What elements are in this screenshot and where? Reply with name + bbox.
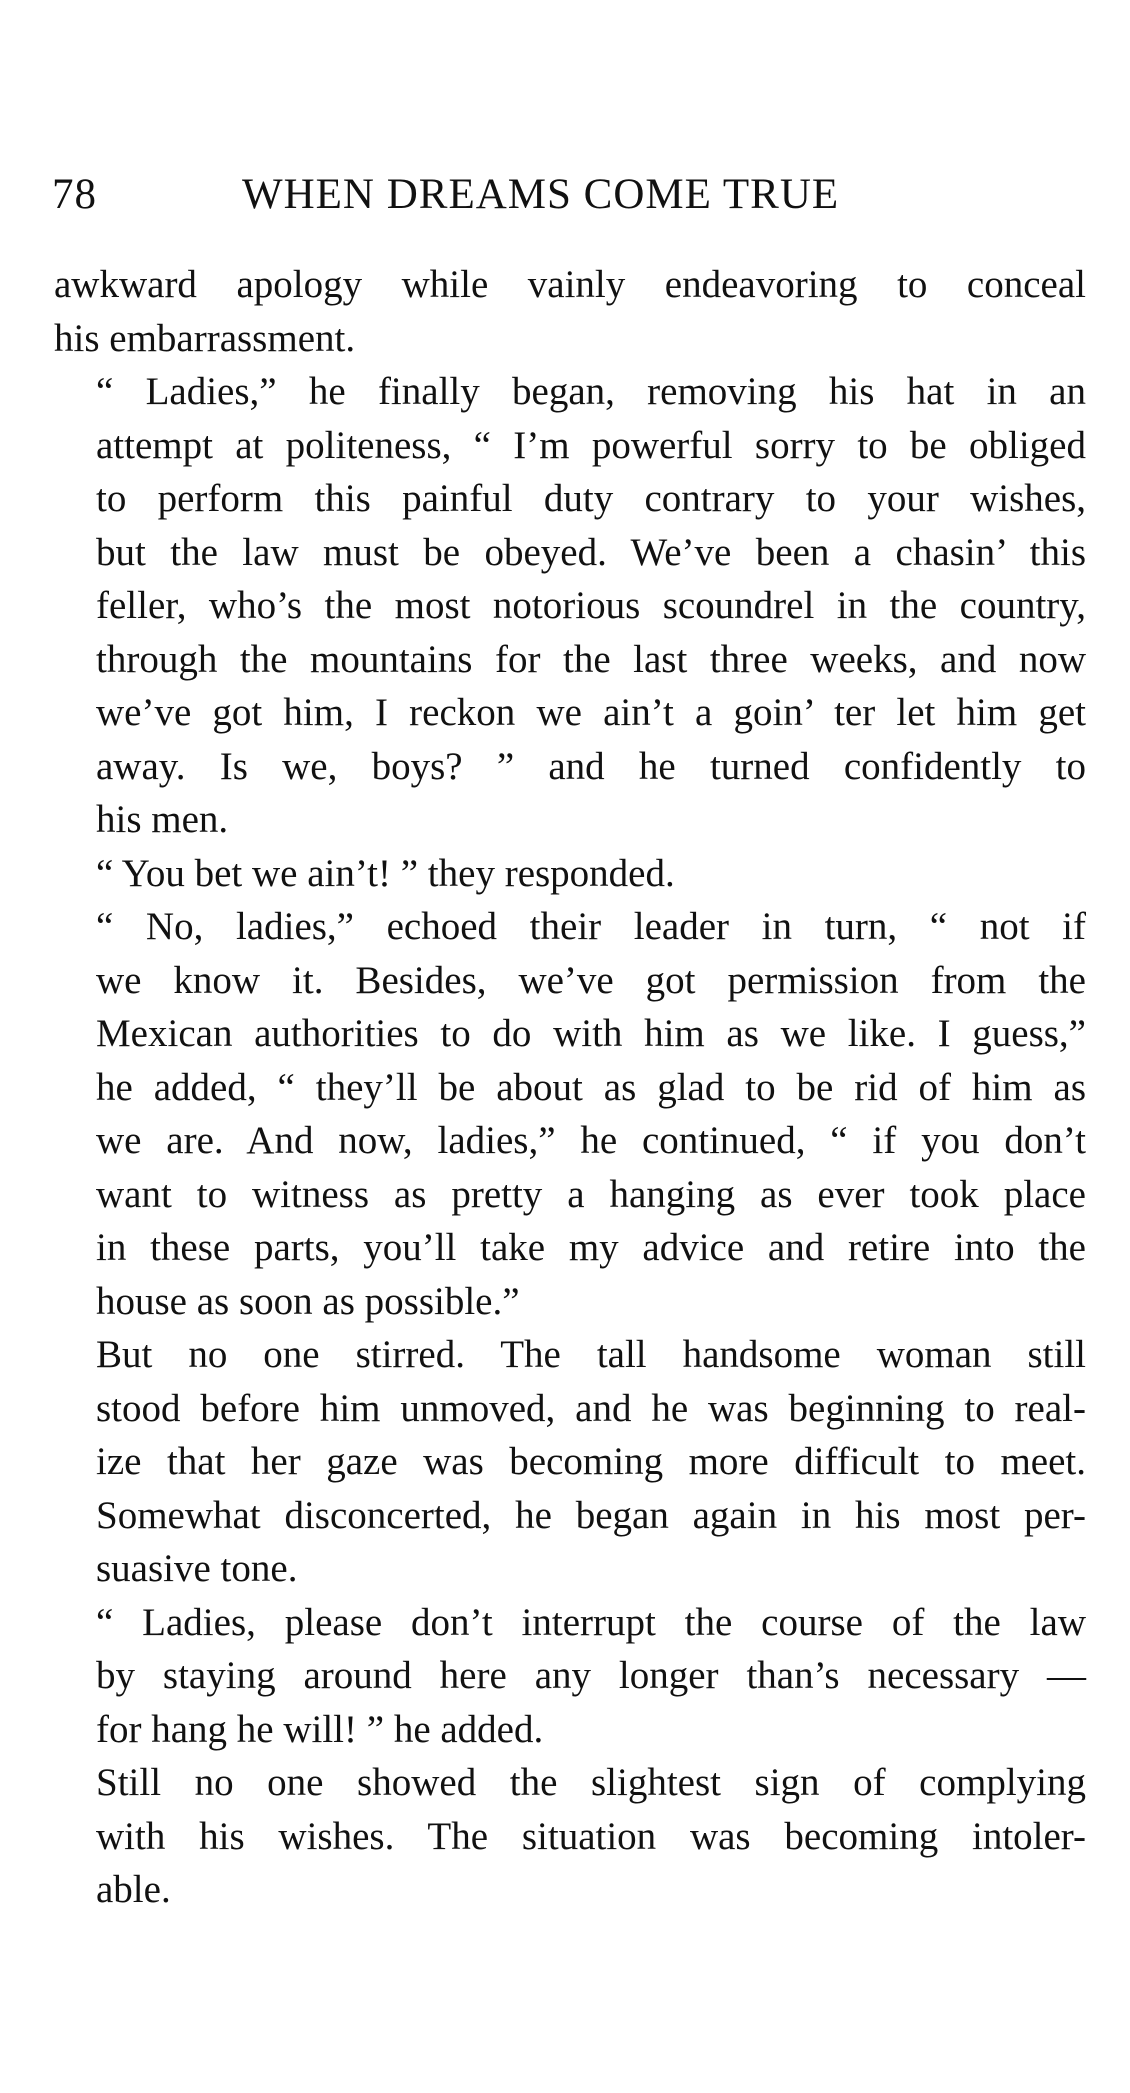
paragraph	[54, 258, 1086, 365]
text-line: But no one stirred. The tall handsome woman still	[96, 1333, 1086, 1376]
text-line: “ You bet we ain’t! ” they responded.	[96, 851, 675, 895]
text-line: stood before him unmoved, and he was beginning to real-	[96, 1386, 1086, 1430]
text-line: “ No, ladies,” echoed their leader in turn, “ not if	[96, 905, 1086, 948]
page-number: 78	[52, 171, 97, 218]
text-line: he added, “ they’ll be about as glad to be rid of him as	[96, 1065, 1086, 1109]
text-line: we are. And now, ladies,” he continued, “ if you don’t	[96, 1119, 1086, 1162]
text-line: his embarrassment.	[54, 316, 356, 360]
text-line: awkward apology while vainly endeavoring to conceal	[54, 263, 1086, 306]
text-line: we’ve got him, I reckon we ain’t a goin’ ter let him get	[96, 691, 1086, 734]
text-line: able.	[96, 1868, 171, 1911]
text-line: house as soon as possible.”	[96, 1279, 520, 1323]
text-line: through the mountains for the last three weeks, and now	[96, 637, 1086, 681]
text-line: “ Ladies, please don’t interrupt the course of the law	[96, 1600, 1086, 1644]
text-line: his men.	[96, 798, 229, 841]
text-line: by staying around here any longer than’s necessary —	[96, 1654, 1086, 1697]
text-line: away. Is we, boys? ” and he turned confidently to	[96, 744, 1086, 788]
running-head	[52, 165, 922, 225]
text-line: for hang he will! ” he added.	[96, 1707, 544, 1751]
paragraph	[54, 1328, 1086, 1596]
text-line: feller, who’s the most notorious scoundrel in the country,	[96, 584, 1086, 627]
paragraph	[54, 1756, 1086, 1917]
text-line: we know it. Besides, we’ve got permission from the	[96, 958, 1086, 1002]
running-title: WHEN DREAMS COME TRUE	[242, 171, 840, 218]
text-line: suasive tone.	[96, 1547, 298, 1590]
text-line: attempt at politeness, “ I’m powerful sorry to be obliged	[96, 423, 1086, 467]
text-line: “ Ladies,” he finally began, removing his hat in an	[96, 370, 1086, 413]
text-line: to perform this painful duty contrary to your wishes,	[96, 477, 1086, 520]
text-line: ize that her gaze was becoming more difficult to meet.	[96, 1440, 1086, 1483]
text-line: want to witness as pretty a hanging as ever took place	[96, 1172, 1086, 1216]
text-line: Still no one showed the slightest sign of complying	[96, 1761, 1086, 1804]
paragraph	[54, 365, 1086, 847]
body-text	[54, 258, 1086, 1917]
paragraph	[54, 847, 1086, 901]
text-line: with his wishes. The situation was becoming intoler-	[96, 1814, 1086, 1858]
text-line: Mexican authorities to do with him as we like. I guess,”	[96, 1012, 1086, 1055]
paragraph	[54, 900, 1086, 1328]
paragraph	[54, 1596, 1086, 1757]
text-line: in these parts, you’ll take my advice and retire into the	[96, 1226, 1086, 1269]
text-line: Somewhat disconcerted, he began again in his most per-	[96, 1493, 1086, 1537]
text-line: but the law must be obeyed. We’ve been a chasin’ this	[96, 530, 1086, 574]
